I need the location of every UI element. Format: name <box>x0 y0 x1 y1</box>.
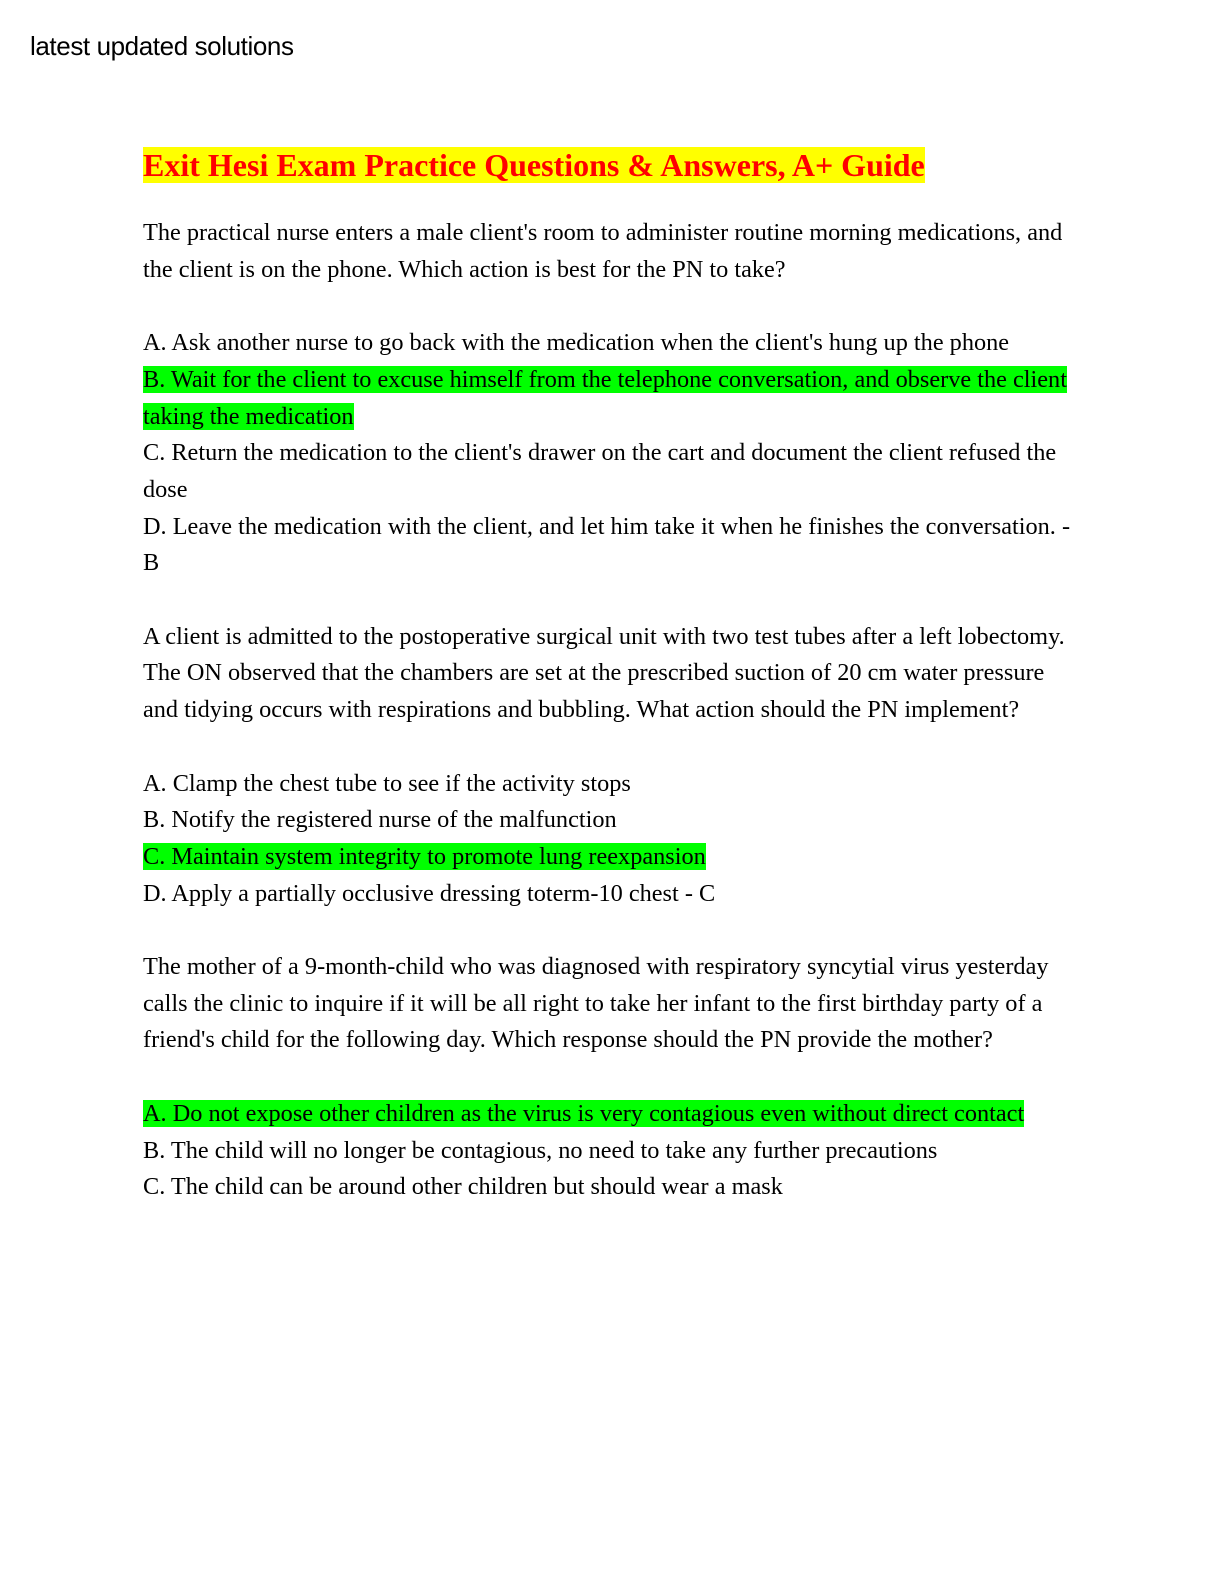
question-3-option-a <box>143 1096 1078 1133</box>
question-3-option-c <box>143 1169 1078 1206</box>
document-title <box>143 143 1078 187</box>
correct-answer-text: B. Wait for the client to excuse himself from the telephone conversation, and observe the client taking the medication <box>143 365 1067 430</box>
header-text: latest updated solutions <box>30 31 294 61</box>
question-1-option-b <box>143 362 1078 435</box>
option-text: B. The child will no longer be contagious, no need to take any further precautions <box>143 1136 938 1164</box>
question-1-option-a <box>143 325 1078 362</box>
option-text: A. Ask another nurse to go back with the medication when the client's hung up the phone <box>143 329 1010 357</box>
question-3-text: The mother of a 9-month-child who was diagnosed with respiratory syncytial virus yesterday calls the clinic to inquire if it will be all right to take her infant to the first birthday party of a friend's child for the following day. Which response should the PN provide the mother? <box>143 953 1049 1054</box>
option-text: A. Clamp the chest tube to see if the activity stops <box>143 769 631 797</box>
option-text: C. Return the medication to the client's drawer on the cart and document the client refused the dose <box>143 439 1057 503</box>
question-2-option-b <box>143 802 1078 839</box>
document-body <box>143 143 1078 1206</box>
question-1-option-c <box>143 435 1078 508</box>
question-1-text: The practical nurse enters a male client's room to administer routine morning medications, and the client is on the phone. Which action is best for the PN to take? <box>143 219 1063 283</box>
question-3-option-b <box>143 1133 1078 1170</box>
question-1-option-d <box>143 509 1078 582</box>
option-text: D. Leave the medication with the client, and let him take it when he finishes the conversation. - B <box>143 512 1071 577</box>
correct-answer-text: C. Maintain system integrity to promote lung reexpansion <box>143 842 706 870</box>
question-2-option-c <box>143 839 1078 876</box>
option-text: B. Notify the registered nurse of the malfunction <box>143 806 617 834</box>
question-2-text: A client is admitted to the postoperative surgical unit with two test tubes after a left lobectomy. The ON observed that the chambers are set at the prescribed suction of 20 cm water pressure and tidying occurs with respirations and bubbling. What action should the PN implement? <box>143 622 1065 724</box>
option-text: D. Apply a partially occlusive dressing toterm-10 chest - C <box>143 879 716 907</box>
correct-answer-text: A. Do not expose other children as the virus is very contagious even without direct contact <box>143 1099 1025 1127</box>
option-text: C. The child can be around other children but should wear a mask <box>143 1173 783 1201</box>
title-text: Exit Hesi Exam Practice Questions & Answers, A+ Guide <box>143 147 925 183</box>
question-2-option-a <box>143 766 1078 803</box>
question-2-option-d <box>143 876 1078 913</box>
